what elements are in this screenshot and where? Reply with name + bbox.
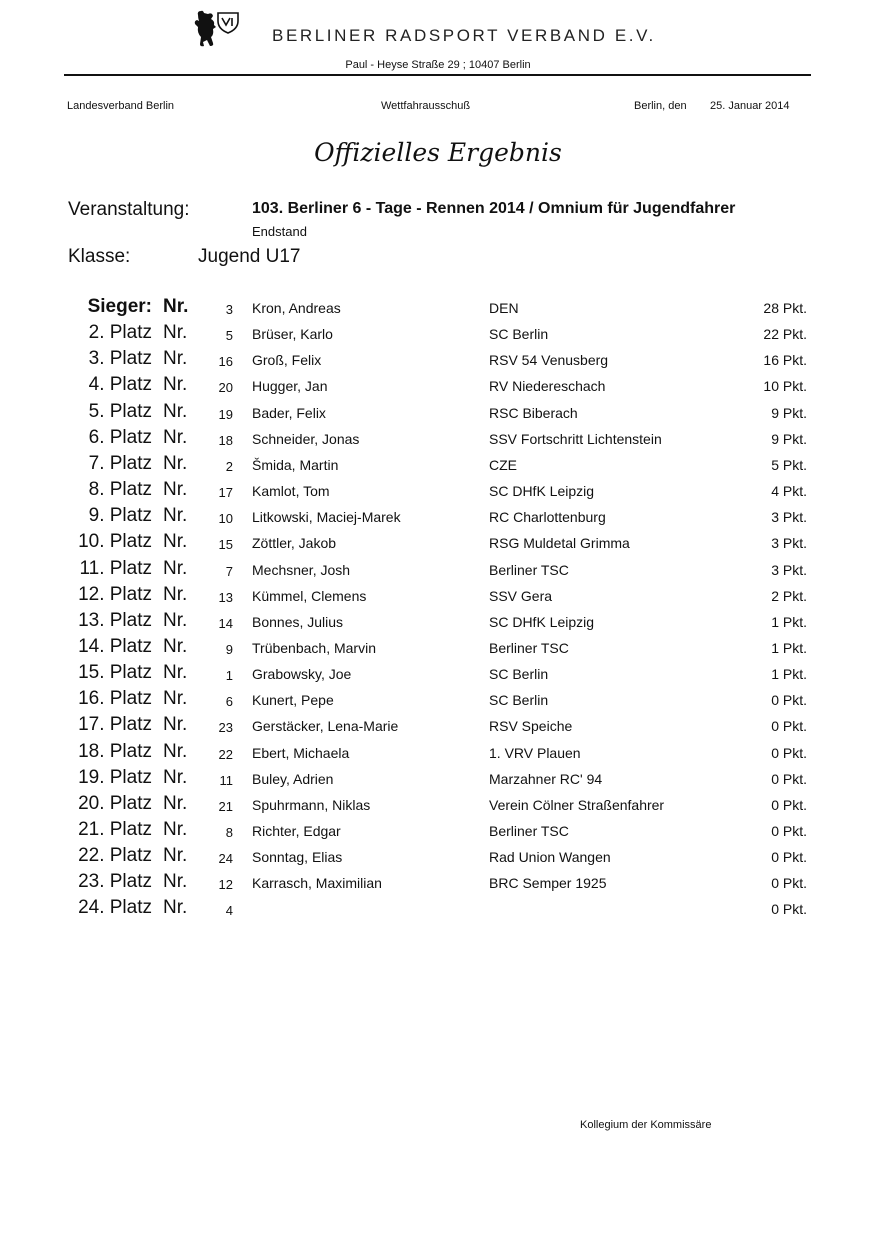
- rider-number: 11: [219, 772, 233, 788]
- rider-name: Kunert, Pepe: [252, 692, 334, 709]
- table-row: [0, 871, 888, 897]
- nr-label: Nr.: [163, 819, 188, 840]
- table-row: [0, 662, 888, 688]
- rider-name: Buley, Adrien: [252, 770, 334, 787]
- table-row: [0, 897, 888, 923]
- nr-label: Nr.: [163, 688, 188, 710]
- club-name: SSV Fortschritt Lichtenstein: [489, 430, 662, 447]
- club-name: RSC Biberach: [489, 404, 578, 421]
- club-name: DEN: [489, 300, 519, 316]
- points-value: 9 Pkt.: [771, 430, 807, 447]
- document-date: 25. Januar 2014: [710, 100, 790, 112]
- nr-label: Nr.: [163, 845, 188, 867]
- rider-name: Schneider, Jonas: [252, 430, 360, 447]
- nr-label: Nr.: [163, 426, 188, 448]
- rider-number: 17: [218, 485, 233, 501]
- nr-label: Nr.: [163, 452, 188, 474]
- rider-number: 22: [218, 746, 233, 762]
- club-name: SC Berlin: [489, 666, 549, 683]
- points-value: 0 Pkt.: [771, 770, 807, 787]
- table-row: [0, 427, 888, 453]
- rider-name: Bonnes, Julius: [252, 613, 344, 630]
- place-label: 24. Platz: [78, 897, 152, 919]
- rider-name: Kron, Andreas: [252, 300, 341, 316]
- points-value: 10 Pkt.: [763, 378, 807, 395]
- event-name: 103. Berliner 6 - Tage - Rennen 2014 / Omnium für Jugendfahrer: [252, 200, 736, 217]
- table-row: [0, 845, 888, 871]
- place-label: 13. Platz: [78, 609, 152, 631]
- points-value: 1 Pkt.: [771, 666, 807, 683]
- place-label: Sieger:: [87, 296, 152, 317]
- rider-name: Trübenbach, Marvin: [252, 639, 376, 656]
- association-label: Landesverband Berlin: [67, 100, 175, 112]
- nr-label: Nr.: [163, 897, 188, 919]
- nr-label: Nr.: [163, 766, 188, 788]
- rider-name: Litkowski, Maciej-Marek: [252, 509, 401, 526]
- table-row: [0, 688, 888, 714]
- rider-name: Kamlot, Tom: [252, 483, 330, 500]
- nr-label: Nr.: [163, 740, 188, 762]
- rider-number: 2: [225, 458, 233, 474]
- club-name: Berliner TSC: [489, 823, 569, 839]
- rider-number: 13: [218, 589, 233, 605]
- nr-label: Nr.: [163, 374, 188, 396]
- club-name: 1. VRV Plauen: [489, 744, 581, 761]
- place-label: 9. Platz: [88, 505, 152, 527]
- club-name: RSV Speiche: [489, 718, 573, 735]
- rider-number: 19: [218, 406, 233, 422]
- points-value: 0 Pkt.: [771, 875, 807, 892]
- commissaires-signature-label: Kollegium der Kommissäre: [580, 1119, 712, 1131]
- club-name: SC DHfK Leipzig: [489, 613, 595, 630]
- place-label: Berlin, den: [634, 100, 687, 112]
- place-label: 11. Platz: [79, 557, 152, 579]
- organization-name: BERLINER RADSPORT VERBAND E.V.: [272, 26, 656, 45]
- table-row: [0, 453, 888, 479]
- table-row: [0, 374, 888, 400]
- committee-label: Wettfahrausschuß: [381, 100, 471, 112]
- place-label: 5. Platz: [88, 400, 152, 422]
- rider-number: 7: [225, 563, 233, 579]
- nr-label: Nr.: [163, 609, 188, 631]
- points-value: 2 Pkt.: [771, 587, 807, 604]
- points-value: 3 Pkt.: [771, 535, 807, 552]
- points-value: 0 Pkt.: [771, 823, 807, 839]
- event-subtitle: Endstand: [252, 224, 307, 239]
- rider-name: Ebert, Michaela: [252, 744, 350, 761]
- header-divider: [64, 74, 811, 76]
- rider-name: Mechsner, Josh: [252, 561, 351, 578]
- table-row: [0, 793, 888, 819]
- points-value: 3 Pkt.: [771, 561, 807, 578]
- table-row: [0, 584, 888, 610]
- points-value: 3 Pkt.: [771, 509, 807, 526]
- points-value: 9 Pkt.: [771, 404, 807, 421]
- rider-number: 4: [225, 903, 233, 919]
- table-row: [0, 819, 888, 845]
- nr-label: Nr.: [163, 635, 188, 657]
- place-label: 19. Platz: [78, 766, 152, 788]
- rider-number: 1: [225, 668, 233, 684]
- points-value: 28 Pkt.: [763, 300, 807, 316]
- club-name: Berliner TSC: [489, 639, 569, 656]
- table-row: [0, 401, 888, 427]
- points-value: 0 Pkt.: [771, 692, 807, 709]
- rider-name: Karrasch, Maximilian: [252, 875, 382, 892]
- club-name: Verein Cölner Straßenfahrer: [489, 796, 665, 813]
- table-row: [0, 296, 888, 322]
- rider-number: 8: [225, 825, 233, 840]
- rider-name: Richter, Edgar: [252, 823, 341, 839]
- rider-number: 12: [218, 877, 233, 893]
- rider-number: 15: [218, 537, 233, 553]
- rider-name: Gerstäcker, Lena-Marie: [252, 718, 399, 735]
- nr-label: Nr.: [163, 505, 188, 527]
- table-row: [0, 636, 888, 662]
- place-label: 18. Platz: [78, 740, 152, 762]
- club-name: RSV 54 Venusberg: [489, 352, 609, 369]
- rider-number: 16: [218, 354, 233, 370]
- club-name: SC Berlin: [489, 692, 549, 709]
- class-label: Klasse:: [68, 246, 131, 267]
- points-value: 5 Pkt.: [771, 456, 807, 473]
- rider-number: 20: [218, 380, 233, 396]
- nr-label: Nr.: [163, 348, 188, 370]
- table-row: [0, 348, 888, 374]
- place-label: 6. Platz: [88, 426, 152, 448]
- nr-label: Nr.: [163, 479, 188, 501]
- place-label: 23. Platz: [78, 871, 152, 893]
- rider-number: 10: [218, 511, 233, 527]
- club-name: Rad Union Wangen: [489, 849, 611, 866]
- place-label: 4. Platz: [88, 374, 152, 396]
- rider-name: Sonntag, Elias: [252, 849, 343, 866]
- table-row: [0, 767, 888, 793]
- points-value: 22 Pkt.: [763, 326, 807, 343]
- place-label: 3. Platz: [88, 348, 152, 370]
- place-label: 14. Platz: [78, 635, 152, 657]
- class-value: Jugend U17: [198, 246, 301, 267]
- place-label: 16. Platz: [78, 688, 152, 710]
- rider-name: Grabowsky, Joe: [252, 666, 352, 683]
- points-value: 16 Pkt.: [763, 352, 807, 369]
- place-label: 7. Platz: [88, 452, 152, 474]
- rider-name: Groß, Felix: [252, 352, 322, 369]
- place-label: 21. Platz: [78, 819, 152, 840]
- club-name: RC Charlottenburg: [489, 509, 606, 526]
- event-label: Veranstaltung:: [68, 199, 190, 220]
- points-value: 0 Pkt.: [771, 901, 807, 918]
- nr-label: Nr.: [163, 792, 188, 814]
- points-value: 0 Pkt.: [771, 718, 807, 735]
- place-label: 17. Platz: [78, 714, 152, 736]
- club-name: CZE: [489, 456, 517, 473]
- points-value: 1 Pkt.: [771, 613, 807, 630]
- rider-name: Spuhrmann, Niklas: [252, 796, 371, 813]
- points-value: 4 Pkt.: [771, 483, 807, 500]
- club-name: SC Berlin: [489, 326, 549, 343]
- nr-label: Nr.: [163, 662, 188, 684]
- rider-number: 3: [225, 302, 233, 317]
- rider-name: Brüser, Karlo: [252, 326, 333, 343]
- rider-number: 9: [225, 641, 233, 657]
- place-label: 22. Platz: [78, 845, 152, 867]
- table-row: [0, 741, 888, 767]
- table-row: [0, 505, 888, 531]
- points-value: 1 Pkt.: [771, 639, 807, 656]
- rider-name: Bader, Felix: [252, 404, 326, 421]
- nr-label: Nr.: [163, 583, 188, 605]
- rider-number: 21: [218, 798, 233, 814]
- club-name: RSG Muldetal Grimma: [489, 535, 630, 552]
- table-row: [0, 531, 888, 557]
- rider-number: 18: [218, 432, 233, 448]
- nr-label: Nr.: [163, 322, 188, 344]
- rider-name: Zöttler, Jakob: [252, 535, 337, 552]
- club-name: Berliner TSC: [489, 561, 569, 578]
- nr-label: Nr.: [163, 714, 188, 736]
- rider-number: 6: [225, 694, 233, 710]
- club-name: RV Niedereschach: [489, 378, 606, 395]
- place-label: 8. Platz: [88, 479, 152, 501]
- table-row: [0, 479, 888, 505]
- place-label: 10. Platz: [78, 531, 152, 553]
- points-value: 0 Pkt.: [771, 849, 807, 866]
- rider-number: 24: [218, 851, 233, 867]
- table-row: [0, 714, 888, 740]
- table-row: [0, 558, 888, 584]
- rider-name: Kümmel, Clemens: [252, 587, 367, 604]
- table-row: [0, 610, 888, 636]
- place-label: 2. Platz: [88, 322, 152, 344]
- place-label: 20. Platz: [78, 792, 152, 814]
- nr-label: Nr.: [163, 557, 188, 579]
- club-name: BRC Semper 1925: [489, 875, 607, 892]
- nr-label: Nr.: [163, 531, 188, 553]
- berlin-bear-logo-icon: [192, 9, 240, 49]
- club-name: SC DHfK Leipzig: [489, 483, 595, 500]
- club-name: SSV Gera: [489, 587, 553, 604]
- nr-label: Nr.: [163, 400, 188, 422]
- nr-label: Nr.: [163, 296, 189, 317]
- rider-number: 23: [218, 720, 233, 736]
- table-row: [0, 322, 888, 348]
- rider-name: Hugger, Jan: [252, 378, 328, 395]
- rider-number: 5: [225, 328, 233, 344]
- document-title: Offizielles Ergebnis: [314, 138, 562, 167]
- place-label: 15. Platz: [78, 662, 152, 684]
- organization-address: Paul - Heyse Straße 29 ; 10407 Berlin: [345, 59, 531, 71]
- nr-label: Nr.: [163, 871, 188, 893]
- points-value: 0 Pkt.: [771, 744, 807, 761]
- place-label: 12. Platz: [78, 583, 152, 605]
- club-name: Marzahner RC' 94: [489, 770, 603, 787]
- points-value: 0 Pkt.: [771, 796, 807, 813]
- rider-number: 14: [218, 615, 233, 631]
- rider-name: Šmida, Martin: [252, 456, 339, 473]
